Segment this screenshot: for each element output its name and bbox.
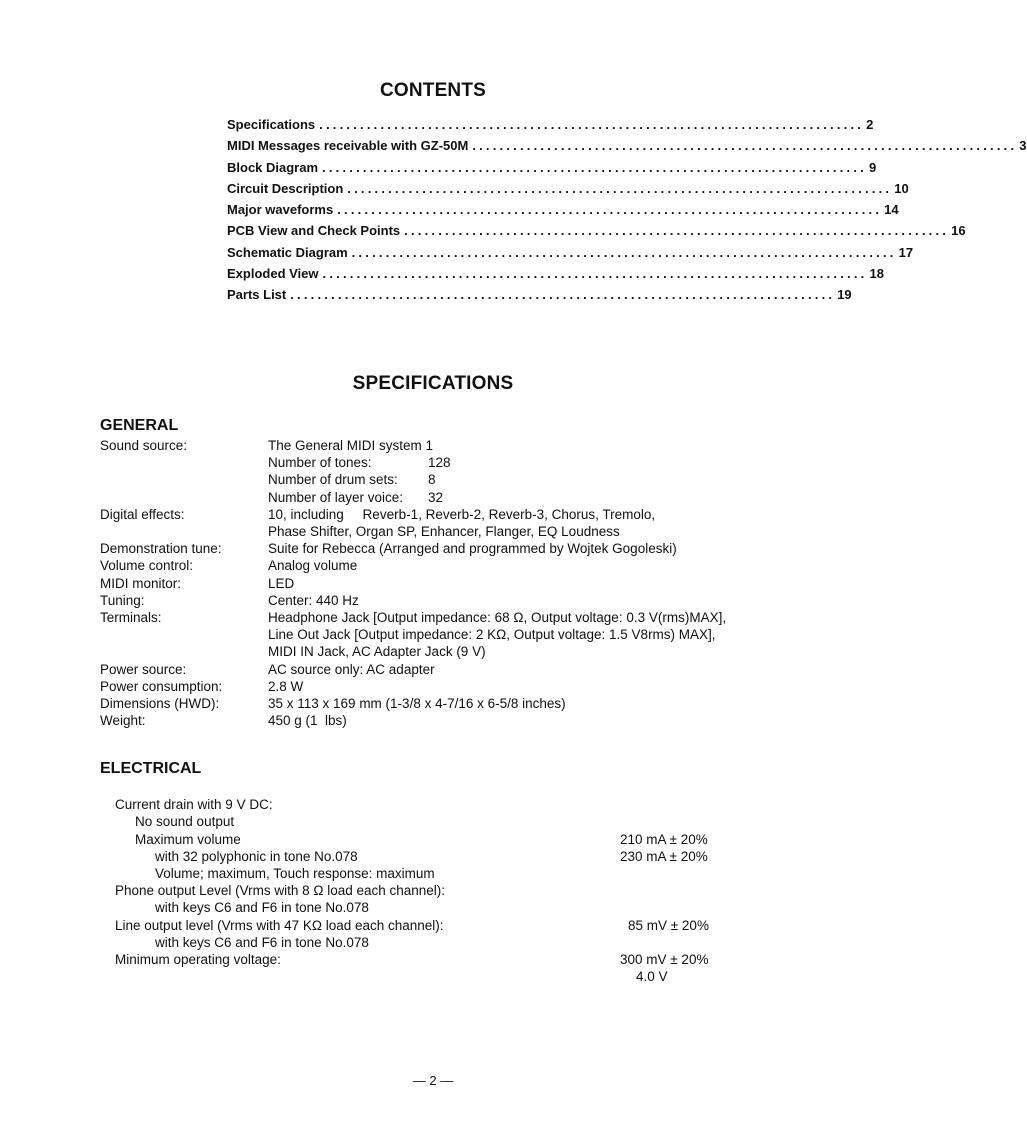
spec-value-line: 10, including Reverb-1, Reverb-2, Reverb-3, Chorus, Tremolo, [268,506,656,522]
electrical-specs [100,779,720,985]
toc-leader-dots: ................................................................................ [290,287,836,303]
spec-value: LED [268,575,295,591]
spec-value [268,506,800,540]
spec-label: Tuning: [100,592,145,608]
electrical-row-text: Current drain with 9 V DC: [115,797,273,813]
toc-item-page: 9 [869,159,877,175]
spec-sub-value: 128 [428,455,451,471]
spec-sub-label: Number of drum sets: [268,472,398,488]
toc-item-schematic-diagram[interactable] [227,244,914,266]
electrical-row-text: Volume; maximum, Touch response: maximum [155,865,435,881]
toc-item-page: 19 [837,287,852,303]
spec-sub-label: Number of layer voice: [268,489,404,505]
spec-value: Analog volume [268,558,358,574]
toc-item-major-waveforms[interactable] [227,202,899,223]
spec-dimensions [100,695,800,712]
spec-sub-row [268,489,800,506]
toc-leader-dots: ................................................................................ [472,138,1018,154]
toc-item-page: 3 [1019,138,1027,154]
toc-item-page: 14 [884,202,899,218]
toc-item-label: Major waveforms [227,202,334,218]
spec-value-line: The General MIDI system 1 [268,438,434,453]
spec-label: Sound source: [100,438,188,453]
spec-label: Power source: [100,661,187,677]
spec-label: Digital effects: [100,506,185,522]
table-of-contents [227,117,1027,309]
spec-value: Center: 440 Hz [268,592,359,608]
general-heading: GENERAL [100,417,179,434]
toc-item-label: Circuit Description [227,180,344,196]
spec-label: Demonstration tune: [100,541,222,557]
toc-item-parts-list[interactable] [227,287,852,308]
electrical-row [100,779,720,813]
toc-leader-dots: ................................................................................ [322,266,868,282]
spec-value: 2.8 W [268,678,304,694]
spec-terminals [100,609,800,661]
toc-leader-dots: ................................................................................ [319,117,865,132]
toc-leader-dots: ................................................................................ [404,223,950,239]
spec-value-line: Headphone Jack [Output impedance: 68 Ω, Output voltage: 0.3 V(rms)MAX], [268,610,727,626]
spec-power-source [100,661,800,678]
spec-sub-row [268,454,800,471]
toc-item-label: PCB View and Check Points [227,223,401,239]
spec-value-line: Phase Shifter, Organ SP, Enhancer, Flanger, EQ Loudness [268,524,620,540]
spec-value-line: Line Out Jack [Output impedance: 2 KΩ, Output voltage: 1.5 V8rms) MAX], [268,627,716,643]
electrical-row-text: Minimum operating voltage: [115,951,281,967]
toc-item-page: 2 [866,117,874,132]
electrical-row-value: 4.0 V [636,969,668,985]
spec-value [268,437,800,506]
spec-midi-monitor [100,575,800,592]
spec-value: 35 x 113 x 169 mm (1-3/8 x 4-7/16 x 6-5/8 inches) [268,696,566,712]
toc-item-pcb-view[interactable] [227,223,966,244]
toc-item-label: Block Diagram [227,159,319,175]
toc-leader-dots: ................................................................................ [347,180,893,196]
electrical-row-value: 85 mV ± 20% [628,917,709,933]
spec-sub-value: 32 [428,489,444,505]
spec-tuning [100,592,800,609]
electrical-row-text: No sound output [135,814,235,830]
toc-item-circuit-description[interactable] [227,180,909,202]
electrical-row-text: Maximum volume [135,831,241,847]
spec-label: Dimensions (HWD): [100,696,220,712]
spec-weight [100,712,800,729]
spec-value: AC source only: AC adapter [268,661,435,677]
spec-sub-value: 8 [428,472,436,488]
toc-item-page: 18 [869,266,884,282]
toc-item-label: Exploded View [227,266,319,282]
toc-item-label: MIDI Messages receivable with GZ-50M [227,138,469,154]
spec-demonstration-tune [100,540,800,557]
spec-label: Weight: [100,713,146,729]
page-number: — 2 — [412,1073,454,1088]
electrical-row [100,848,720,881]
toc-item-specifications[interactable] [227,117,874,138]
spec-label: Power consumption: [100,678,223,694]
toc-item-label: Parts List [227,287,287,303]
spec-sound-source [100,437,800,506]
toc-item-label: Specifications [227,117,316,132]
spec-label: MIDI monitor: [100,575,182,591]
electrical-row-text: with keys C6 and F6 in tone No.078 [155,934,369,950]
spec-sub-row [268,471,800,488]
electrical-heading: ELECTRICAL [100,760,202,777]
electrical-row-value: 300 mV ± 20% [620,951,709,967]
spec-digital-effects [100,506,800,540]
electrical-row-text: Phone output Level (Vrms with 8 Ω load each channel): [115,883,446,899]
toc-item-midi-messages[interactable] [227,138,1027,159]
toc-item-label: Schematic Diagram [227,244,348,260]
electrical-row-text: with 32 polyphonic in tone No.078 [155,848,358,864]
electrical-row [100,865,720,899]
toc-leader-dots: ................................................................................ [337,202,883,218]
spec-value: Suite for Rebecca (Arranged and programmed by Wojtek Gogoleski) [268,541,677,557]
spec-value-line: MIDI IN Jack, AC Adapter Jack (9 V) [268,644,486,660]
general-specs [100,437,800,729]
electrical-row-value: 210 mA ± 20% [620,831,708,847]
toc-item-exploded-view[interactable] [227,266,884,287]
toc-item-page: 17 [898,244,914,260]
toc-leader-dots: ................................................................................ [322,159,867,175]
electrical-row-text: Line output level (Vrms with 47 KΩ load each channel): [115,917,444,933]
spec-value [268,609,800,661]
contents-title: CONTENTS [379,80,487,101]
spec-label: Volume control: [100,558,194,574]
toc-item-block-diagram[interactable] [227,159,877,181]
spec-volume-control [100,557,800,574]
toc-leader-dots: ................................................................................ [351,244,897,260]
toc-item-page: 10 [894,180,909,196]
electrical-row-value: 230 mA ± 20% [620,848,708,864]
specifications-title: SPECIFICATIONS [352,373,514,394]
spec-sub-label: Number of tones: [268,455,372,471]
electrical-row-text: with keys C6 and F6 in tone No.078 [155,900,369,916]
spec-label: Terminals: [100,610,162,626]
spec-power-consumption [100,678,800,695]
spec-value: 450 g (1 lbs) [268,713,347,729]
toc-item-page: 16 [951,223,966,239]
